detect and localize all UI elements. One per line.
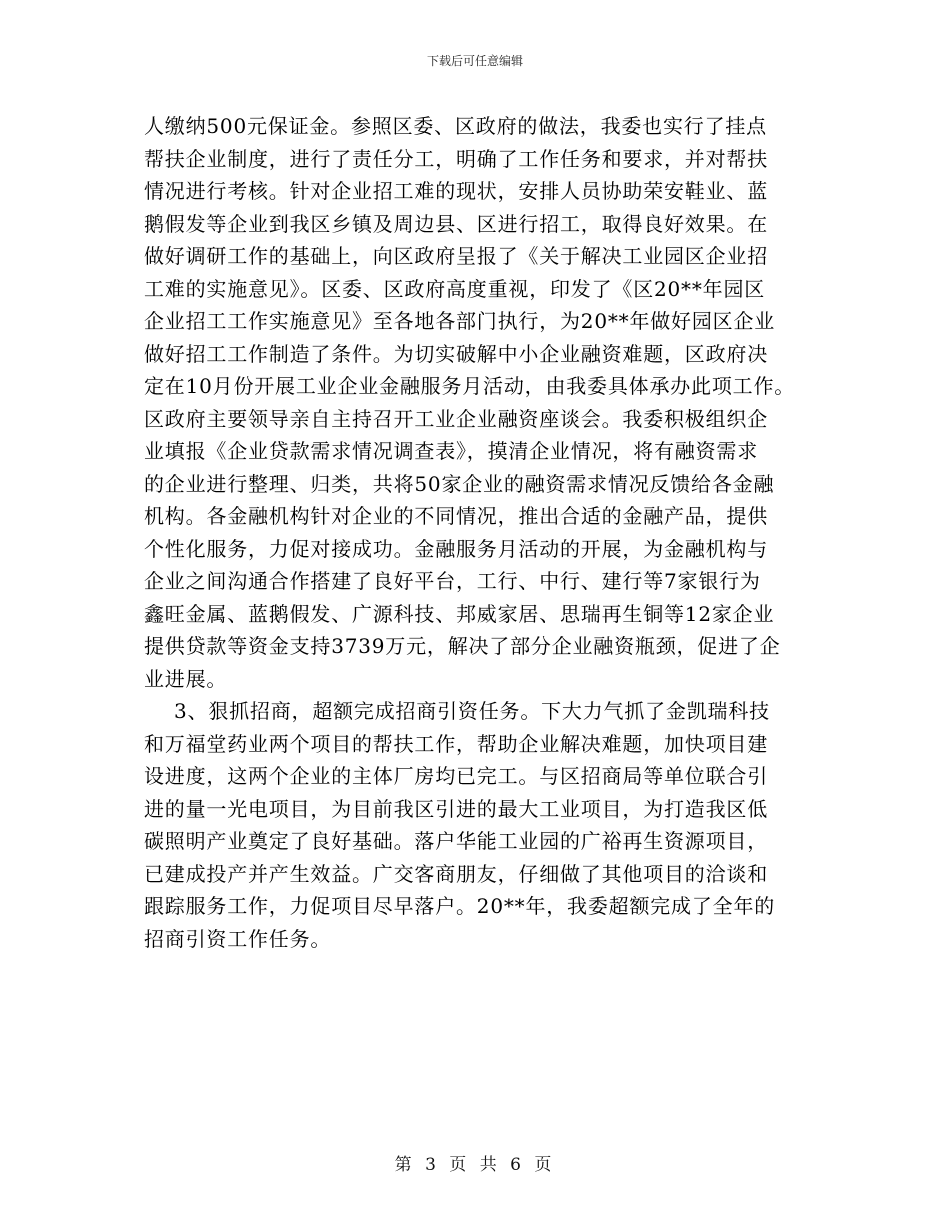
text-line: 帮扶企业制度，进行了责任分工，明确了工作任务和要求，并对帮扶: [144, 146, 768, 171]
text-line: 跟踪服务工作，力促项目尽早落户。20**年，我委超额完成了全年的: [144, 894, 776, 918]
text-line: 业进展。: [144, 666, 228, 691]
text-line: 碳照明产业奠定了良好基础。落户华能工业园的广裕再生资源项目，: [144, 829, 768, 853]
paragraph-1: [144, 110, 824, 695]
text-line: 鹅假发等企业到我区乡镇及周边县、区进行招工，取得良好效果。在: [144, 211, 768, 236]
text-line: 工难的实施意见》。区委、区政府高度重视，印发了《区20**年园区: [144, 276, 766, 301]
text-line: 3、狠抓招商，超额完成招商引资任务。下大力气抓了金凯瑞科技: [174, 699, 770, 723]
text-line: 业填报《企业贷款需求情况调查表》，摸清企业情况，将有融资需求: [144, 439, 758, 463]
text-line: 提供贷款等资金支持3739万元，解决了部分企业融资瓶颈，促进了企: [144, 634, 781, 658]
text-line: 区政府主要领导亲自主持召开工业企业融资座谈会。我委积极组织企: [144, 406, 768, 431]
text-line: 招商引资工作任务。: [144, 926, 332, 951]
text-line: 定在10月份开展工业企业金融服务月活动，由我委具体承办此项工作。: [144, 374, 796, 398]
paragraph-2: [144, 695, 824, 955]
page-header-note: 下载后可任意编辑: [426, 54, 523, 68]
text-line: 人缴纳500元保证金。参照区委、区政府的做法，我委也实行了挂点: [144, 114, 767, 138]
text-line: 个性化服务，力促对接成功。金融服务月活动的开展，为金融机构与: [144, 536, 768, 561]
text-line: 情况进行考核。针对企业招工难的现状，安排人员协助荣安鞋业、蓝: [144, 179, 768, 203]
text-line: 企业招工工作实施意见》至各地各部门执行，为20**年做好园区企业: [144, 309, 776, 333]
text-line: 做好调研工作的基础上，向区政府呈报了《关于解决工业园区企业招: [144, 244, 768, 268]
text-line: 鑫旺金属、蓝鹅假发、广源科技、邦威家居、思瑞再生铜等12家企业: [144, 601, 775, 626]
document-body: [144, 110, 824, 955]
text-line: 进的量一光电项目，为目前我区引进的最大工业项目，为打造我区低: [144, 796, 768, 821]
page-number: 第 3 页 共 6 页: [394, 1155, 556, 1175]
text-line: 设进度，这两个企业的主体厂房均已完工。与区招商局等单位联合引: [144, 764, 768, 788]
text-line: 和万福堂药业两个项目的帮扶工作，帮助企业解决难题，加快项目建: [144, 731, 768, 756]
text-line: 已建成投产并产生效益。广交客商朋友，仔细做了其他项目的洽谈和: [144, 861, 768, 886]
text-line: 机构。各金融机构针对企业的不同情况，推出合适的金融产品，提供: [144, 504, 768, 528]
text-line: 的企业进行整理、归类，共将50家企业的融资需求情况反馈给各金融: [144, 471, 775, 496]
text-line: 做好招工工作制造了条件。为切实破解中小企业融资难题，区政府决: [144, 341, 768, 366]
text-line: 企业之间沟通合作搭建了良好平台，工行、中行、建行等7家银行为: [144, 569, 761, 593]
